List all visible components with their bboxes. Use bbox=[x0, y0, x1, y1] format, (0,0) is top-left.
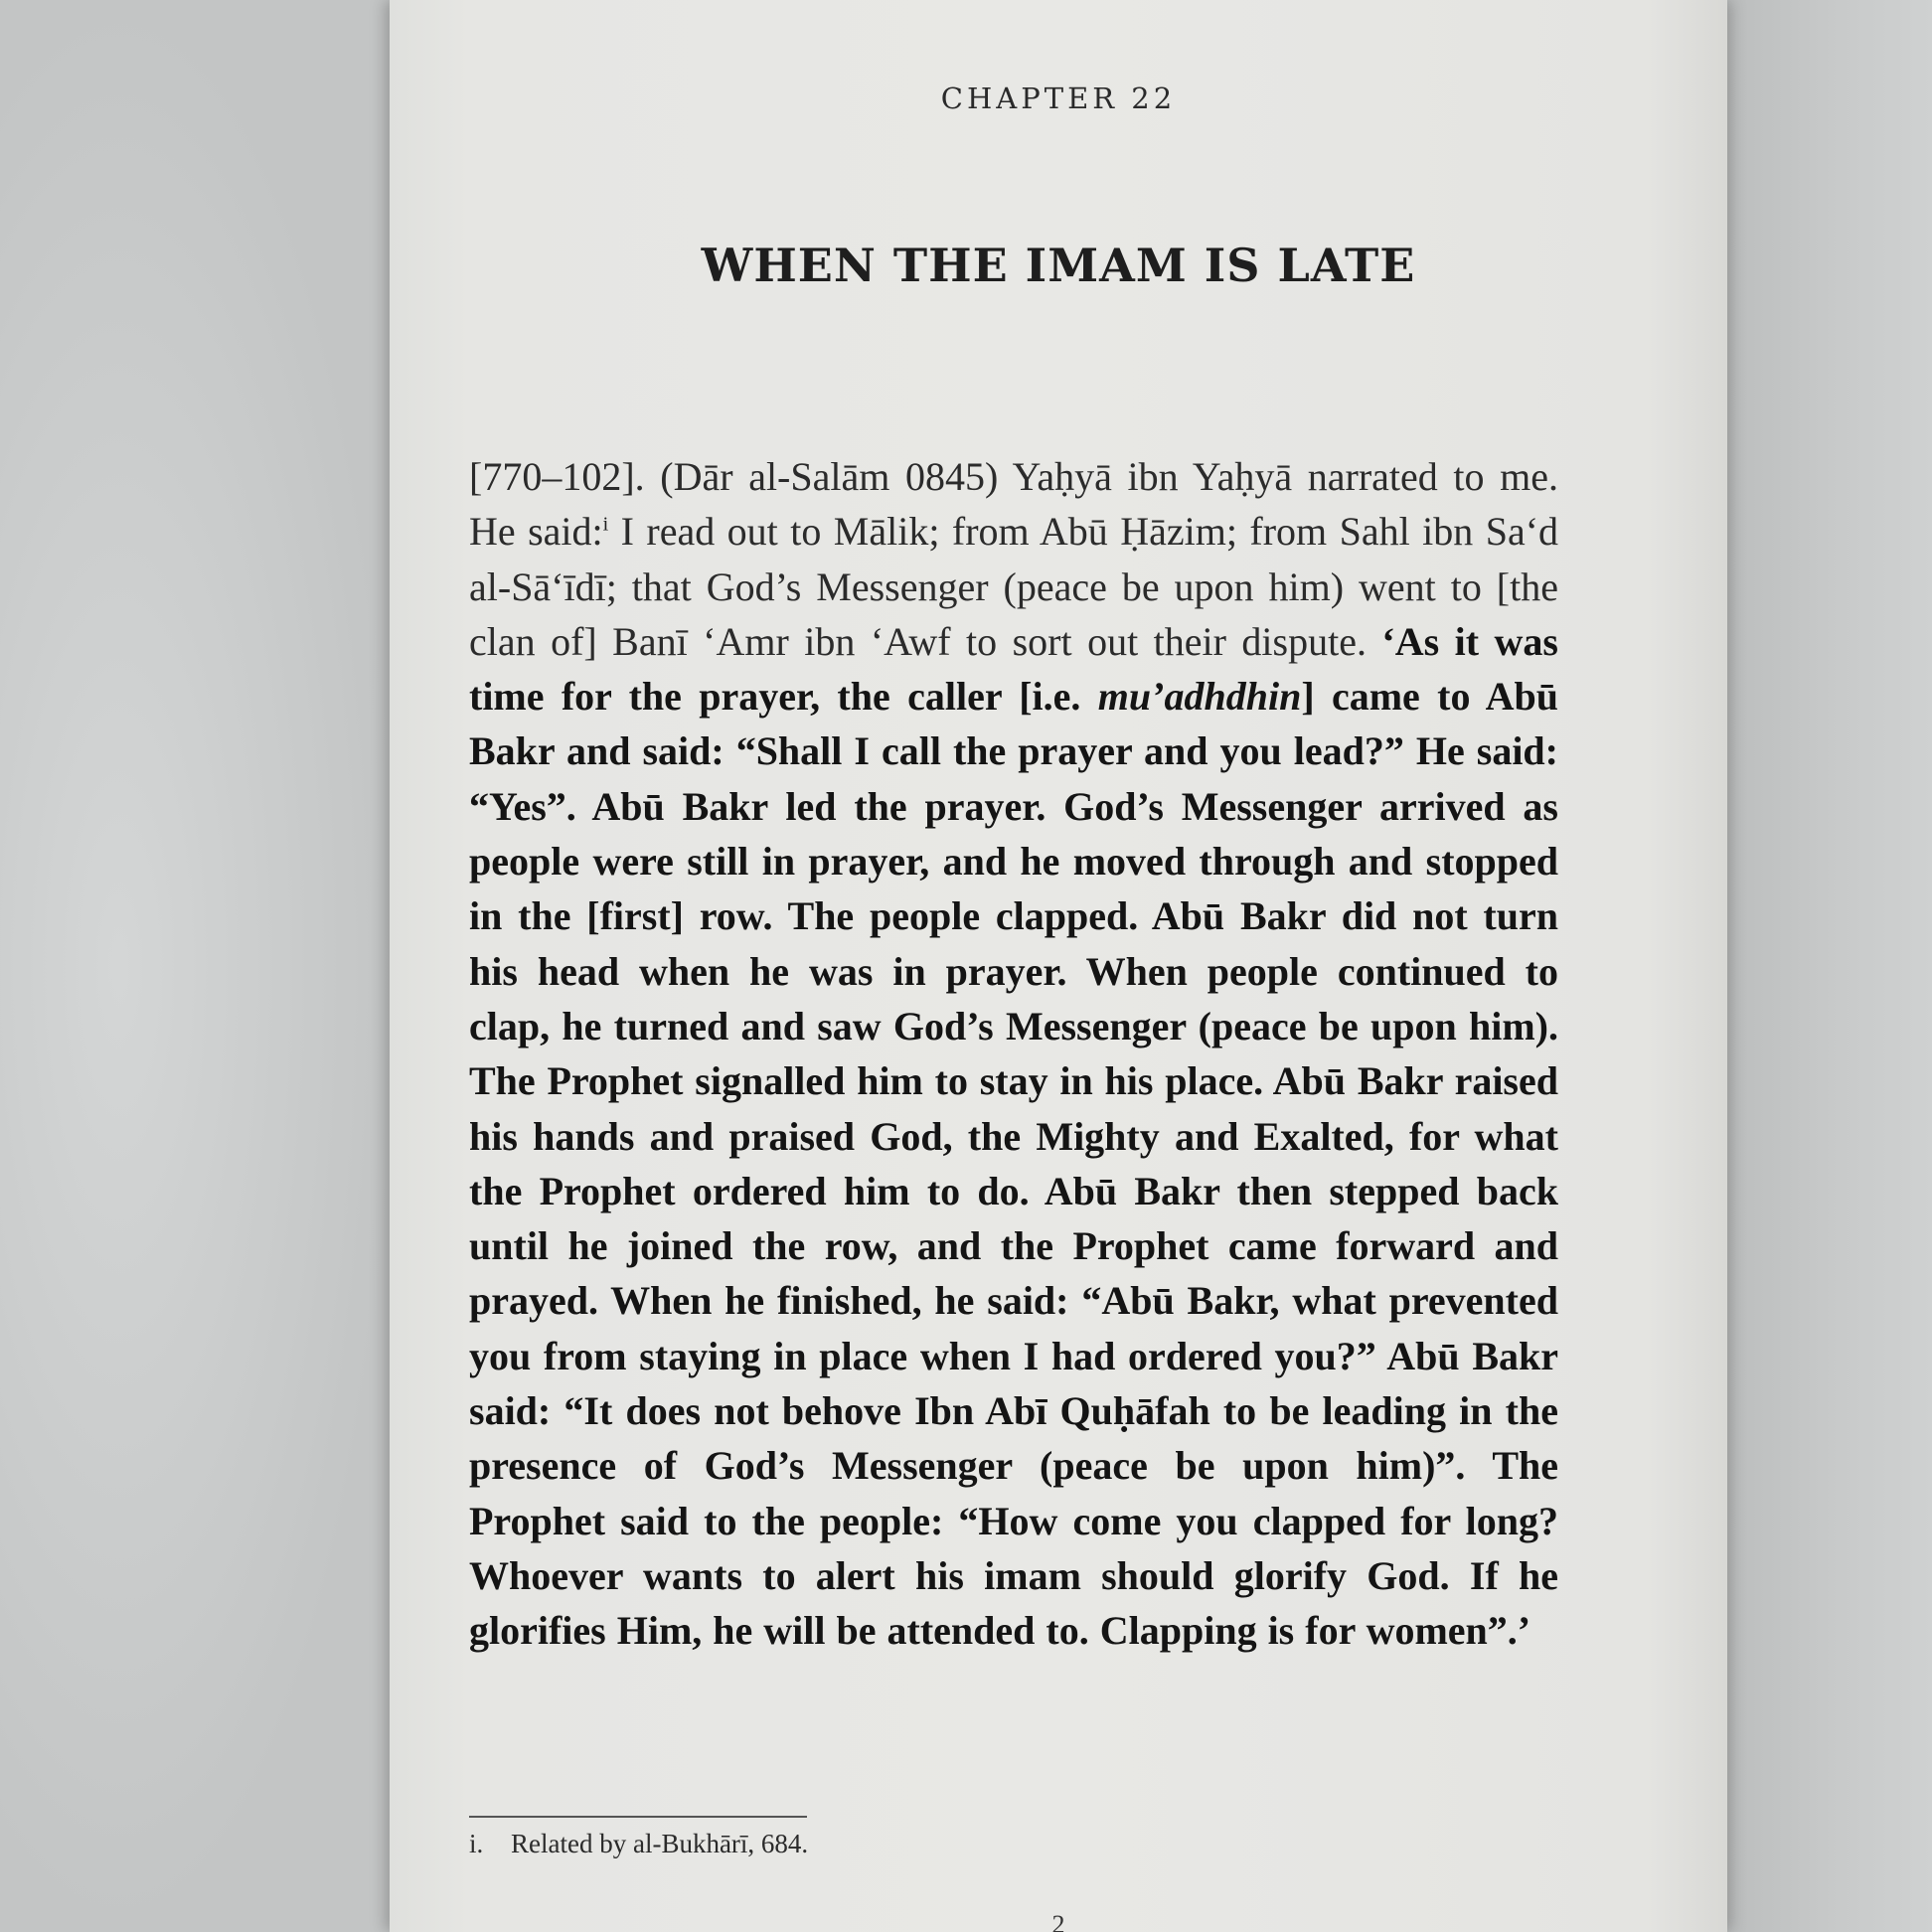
chapter-title: WHEN THE IMAM IS LATE bbox=[701, 239, 1416, 292]
hadith-reference: [770–102]. bbox=[469, 454, 645, 499]
chapter-heading: CHAPTER 22 bbox=[940, 81, 1177, 115]
page-number: 2 bbox=[1051, 1910, 1065, 1932]
footnote bbox=[469, 1829, 808, 1859]
footnote-marker: i bbox=[602, 513, 609, 536]
narration-chain-end: I read out to Mālik; from Abū Ḥāzim; from Sahl ibn Sa‘d al-Sā‘īdī; that God’s Messenger (peace be upon him) went to [the clan of] Banī ‘Amr ibn ‘Awf to sort out their dispute. bbox=[469, 509, 1559, 664]
background-left bbox=[0, 0, 398, 1932]
book-page bbox=[390, 0, 1727, 1932]
hadith-paragraph bbox=[469, 449, 1558, 1659]
hadith-source: (Dār al-Salām 0845) bbox=[660, 454, 999, 499]
footnote-text: Related by al-Bukhārī, 684. bbox=[511, 1829, 809, 1858]
footnote-divider bbox=[469, 1816, 807, 1818]
hadith-quote-body: ] came to Abū Bakr and said: “Shall I call the prayer and you lead?” He said: “Yes”. Abū Bakr led the prayer. God’s Messenger arrived as people were still in prayer, and he moved through and stopped in the [first] row. The people clapped. Abū Bakr did not turn his head when he was in prayer. When people continued to clap, he turned and saw God’s Messenger (peace be upon him). The Prophet signalled him to stay in his place. Abū Bakr raised his hands and praised God, the Mighty and Exalted, for what the Prophet ordered him to do. Abū Bakr then stepped back until he joined the row, and the Prophet came forward and prayed. When he finished, he said: “Abū Bakr, what prevented you from staying in place when I had ordered you?” Abū Bakr said: “It does not behove Ibn Abī Quḥāfah to be leading in the presence of God’s Messenger (peace be upon him)”. The Prophet said to the people: “How come you clapped for long? Whoever wants to alert his imam should glorify God. If he glorifies Him, he will be attended to. Clapping is for women”.’ bbox=[469, 674, 1559, 1654]
narration-chain-start: Yaḥyā ibn Yaḥyā narrated to me. He said: bbox=[469, 454, 1559, 555]
hadith-quote-start: ‘As it was time for the prayer, the caller [i.e. bbox=[469, 618, 1558, 720]
background-right bbox=[1703, 0, 1932, 1932]
hadith-quote-italic-term: mu’adhdhin bbox=[1097, 674, 1302, 720]
footnote-number: i. bbox=[469, 1829, 484, 1858]
